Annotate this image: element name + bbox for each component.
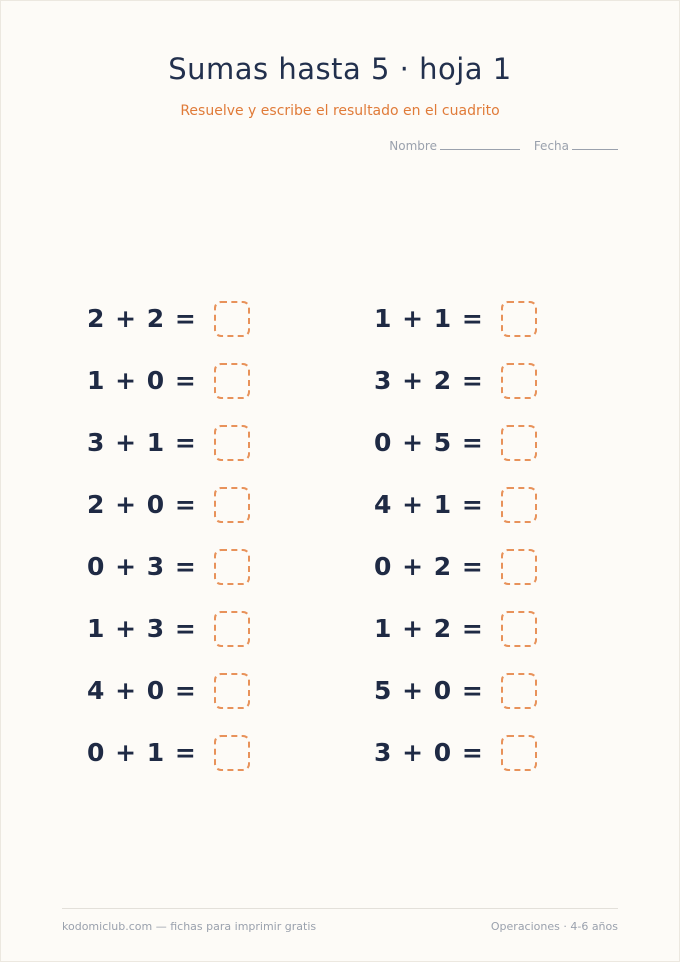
problem-expression: 4 + 0 = — [87, 676, 197, 705]
answer-box[interactable] — [214, 549, 250, 585]
name-label: Nombre — [389, 139, 437, 153]
problems-left-column — [87, 301, 250, 797]
problem-row — [87, 611, 250, 673]
problem-row — [374, 487, 537, 549]
problem-row — [87, 673, 250, 735]
answer-box[interactable] — [501, 673, 537, 709]
answer-box[interactable] — [501, 363, 537, 399]
problem-expression: 0 + 1 = — [87, 738, 197, 767]
problem-row — [87, 735, 250, 797]
problem-expression: 1 + 1 = — [374, 304, 484, 333]
answer-box[interactable] — [501, 301, 537, 337]
problem-expression: 4 + 1 = — [374, 490, 484, 519]
problem-row — [374, 673, 537, 735]
answer-box[interactable] — [501, 735, 537, 771]
problem-expression: 3 + 2 = — [374, 366, 484, 395]
problem-row — [87, 549, 250, 611]
problem-expression: 3 + 0 = — [374, 738, 484, 767]
footer-category: Operaciones · 4-6 años — [490, 920, 618, 933]
problem-row — [87, 425, 250, 487]
problem-row — [374, 363, 537, 425]
problem-row — [87, 487, 250, 549]
problem-row — [374, 549, 537, 611]
problem-expression: 2 + 2 = — [87, 304, 197, 333]
name-line[interactable] — [440, 139, 520, 150]
answer-box[interactable] — [501, 425, 537, 461]
problem-expression: 3 + 1 = — [87, 428, 197, 457]
problem-expression: 1 + 0 = — [87, 366, 197, 395]
footer-divider — [62, 908, 618, 909]
problem-expression: 1 + 3 = — [87, 614, 197, 643]
answer-box[interactable] — [501, 487, 537, 523]
footer-site-credit: kodomiclub.com — fichas para imprimir gratis — [62, 920, 317, 933]
problem-row — [374, 301, 537, 363]
answer-box[interactable] — [501, 611, 537, 647]
problem-row — [87, 363, 250, 425]
answer-box[interactable] — [214, 363, 250, 399]
problem-expression: 0 + 2 = — [374, 552, 484, 581]
answer-box[interactable] — [214, 611, 250, 647]
answer-box[interactable] — [214, 425, 250, 461]
problem-expression: 0 + 5 = — [374, 428, 484, 457]
date-line[interactable] — [572, 139, 618, 150]
answer-box[interactable] — [214, 673, 250, 709]
answer-box[interactable] — [214, 735, 250, 771]
answer-box[interactable] — [501, 549, 537, 585]
page-title: Sumas hasta 5 · hoja 1 — [168, 52, 512, 86]
name-date-fields — [389, 139, 618, 153]
problem-row — [87, 301, 250, 363]
problem-expression: 0 + 3 = — [87, 552, 197, 581]
answer-box[interactable] — [214, 301, 250, 337]
problem-expression: 2 + 0 = — [87, 490, 197, 519]
answer-box[interactable] — [214, 487, 250, 523]
date-label: Fecha — [533, 139, 569, 153]
problem-expression: 5 + 0 = — [374, 676, 484, 705]
problem-row — [374, 735, 537, 797]
problem-row — [374, 611, 537, 673]
problems-right-column — [374, 301, 537, 797]
problem-expression: 1 + 2 = — [374, 614, 484, 643]
problem-row — [374, 425, 537, 487]
instructions: Resuelve y escribe el resultado en el cuadrito — [180, 103, 500, 119]
